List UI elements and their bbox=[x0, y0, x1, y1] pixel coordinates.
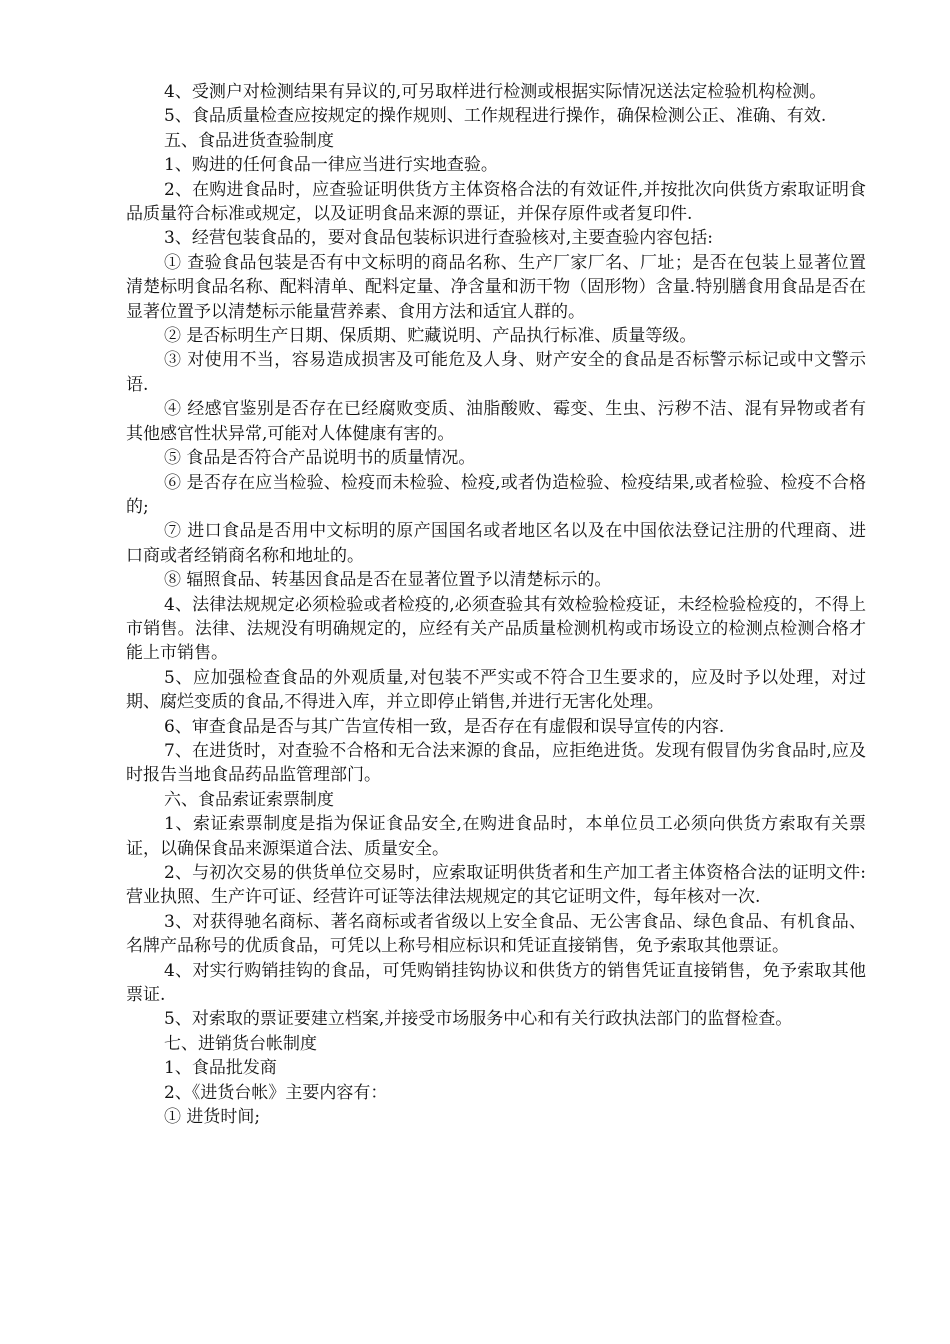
paragraph: 2、《进货台帐》主要内容有： bbox=[164, 1082, 388, 1103]
paragraph: 1、购进的任何食品一律应当进行实地查验。 bbox=[164, 155, 498, 176]
paragraph: 1、食品批发商 bbox=[164, 1058, 277, 1079]
paragraph: 5、对索取的票证要建立档案,并接受市场服务中心和有关行政执法部门的监督检查。 bbox=[164, 1009, 793, 1030]
paragraph: 3、经营包装食品的，要对食品包装标识进行查验核对,主要查验内容包括: bbox=[164, 228, 713, 249]
paragraph: 6、审查食品是否与其广告宣传相一致，是否存在有虚假和误导宣传的内容. bbox=[164, 716, 725, 737]
paragraph: 1、索证索票制度是指为保证食品安全,在购进食品时，本单位员工必须向供货方索取有关票证，以确保食品来源渠道合法、质量安全。 bbox=[126, 814, 866, 859]
paragraph: 7、在进货时，对查验不合格和无合法来源的食品，应拒绝进货。发现有假冒伪劣食品时,应及时报告当地食品药品监管理部门。 bbox=[126, 740, 866, 786]
list-item: ⑦ 进口食品是否用中文标明的原产国国名或者地区名以及在中国依法登记注册的代理商、进口商或者经销商名称和地址的。 bbox=[126, 521, 866, 566]
paragraph: 3、对获得驰名商标、著名商标或者省级以上安全食品、无公害食品、绿色食品、有机食品、名牌产品称号的优质食品，可凭以上称号相应标识和凭证直接销售，免予索取其他票证。 bbox=[126, 911, 866, 957]
list-item: ③ 对使用不当，容易造成损害及可能危及人身、财产安全的食品是否标警示标记或中文警示语. bbox=[126, 350, 866, 395]
list-item: ① 进货时间; bbox=[164, 1107, 261, 1128]
list-item: ⑥ 是否存在应当检验、检疫而未检验、检疫,或者伪造检验、检疫结果,或者检验、检疫不合格的; bbox=[126, 472, 866, 517]
paragraph: 2、与初次交易的供货单位交易时，应索取证明供货者和生产加工者主体资格合法的证明文件:营业执照、生产许可证、经营许可证等法律法规规定的其它证明文件，每年核对一次. bbox=[126, 863, 866, 908]
paragraph: 4、受测户对检测结果有异议的,可另取样进行检测或根据实际情况送法定检验机构检测。 bbox=[164, 82, 827, 102]
document-page bbox=[126, 80, 866, 1129]
paragraph: 4、法律法规规定必须检验或者检疫的,必须查验其有效检验检疫证，未经检验检疫的，不得上市销售。法律、法规没有明确规定的，应经有关产品质量检测机构或市场设立的检测点检测合格才能上市销售。 bbox=[126, 594, 866, 664]
list-item: ⑤ 食品是否符合产品说明书的质量情况。 bbox=[164, 448, 476, 469]
paragraph: 2、在购进食品时，应查验证明供货方主体资格合法的有效证件,并按批次向供货方索取证明食品质量符合标准或规定，以及证明食品来源的票证，并保存原件或者复印件. bbox=[126, 179, 866, 225]
list-item: ⑧ 辐照食品、转基因食品是否在显著位置予以清楚标示的。 bbox=[164, 570, 612, 591]
list-item: ④ 经感官鉴别是否存在已经腐败变质、油脂酸败、霉变、生虫、污秽不洁、混有异物或者有其他感官性状异常,可能对人体健康有害的。 bbox=[126, 399, 866, 444]
paragraph: 5、食品质量检查应按规定的操作规则、工作规程进行操作，确保检测公正、准确、有效. bbox=[164, 106, 827, 127]
list-item: ② 是否标明生产日期、保质期、贮藏说明、产品执行标准、质量等级。 bbox=[164, 326, 697, 347]
section-heading: 六、食品索证索票制度 bbox=[164, 789, 334, 810]
list-item: ① 查验食品包装是否有中文标明的商品名称、生产厂家厂名、厂址；是否在包装上显著位置清楚标明食品名称、配料清单、配料定量、净含量和沥干物（固形物）含量.特别膳食用食品是否在显著位置予以清楚标示能量营养素、食用方法和适宜人群的。 bbox=[126, 252, 866, 322]
section-heading: 七、进销货台帐制度 bbox=[164, 1033, 317, 1054]
paragraph: 5、应加强检查食品的外观质量,对包装不严实或不符合卫生要求的，应及时予以处理，对过期、腐烂变质的食品,不得进入库，并立即停止销售,并进行无害化处理。 bbox=[126, 667, 866, 713]
paragraph: 4、对实行购销挂钩的食品，可凭购销挂钩协议和供货方的销售凭证直接销售，免予索取其他票证. bbox=[126, 960, 866, 1006]
section-heading: 五、食品进货查验制度 bbox=[164, 130, 334, 151]
